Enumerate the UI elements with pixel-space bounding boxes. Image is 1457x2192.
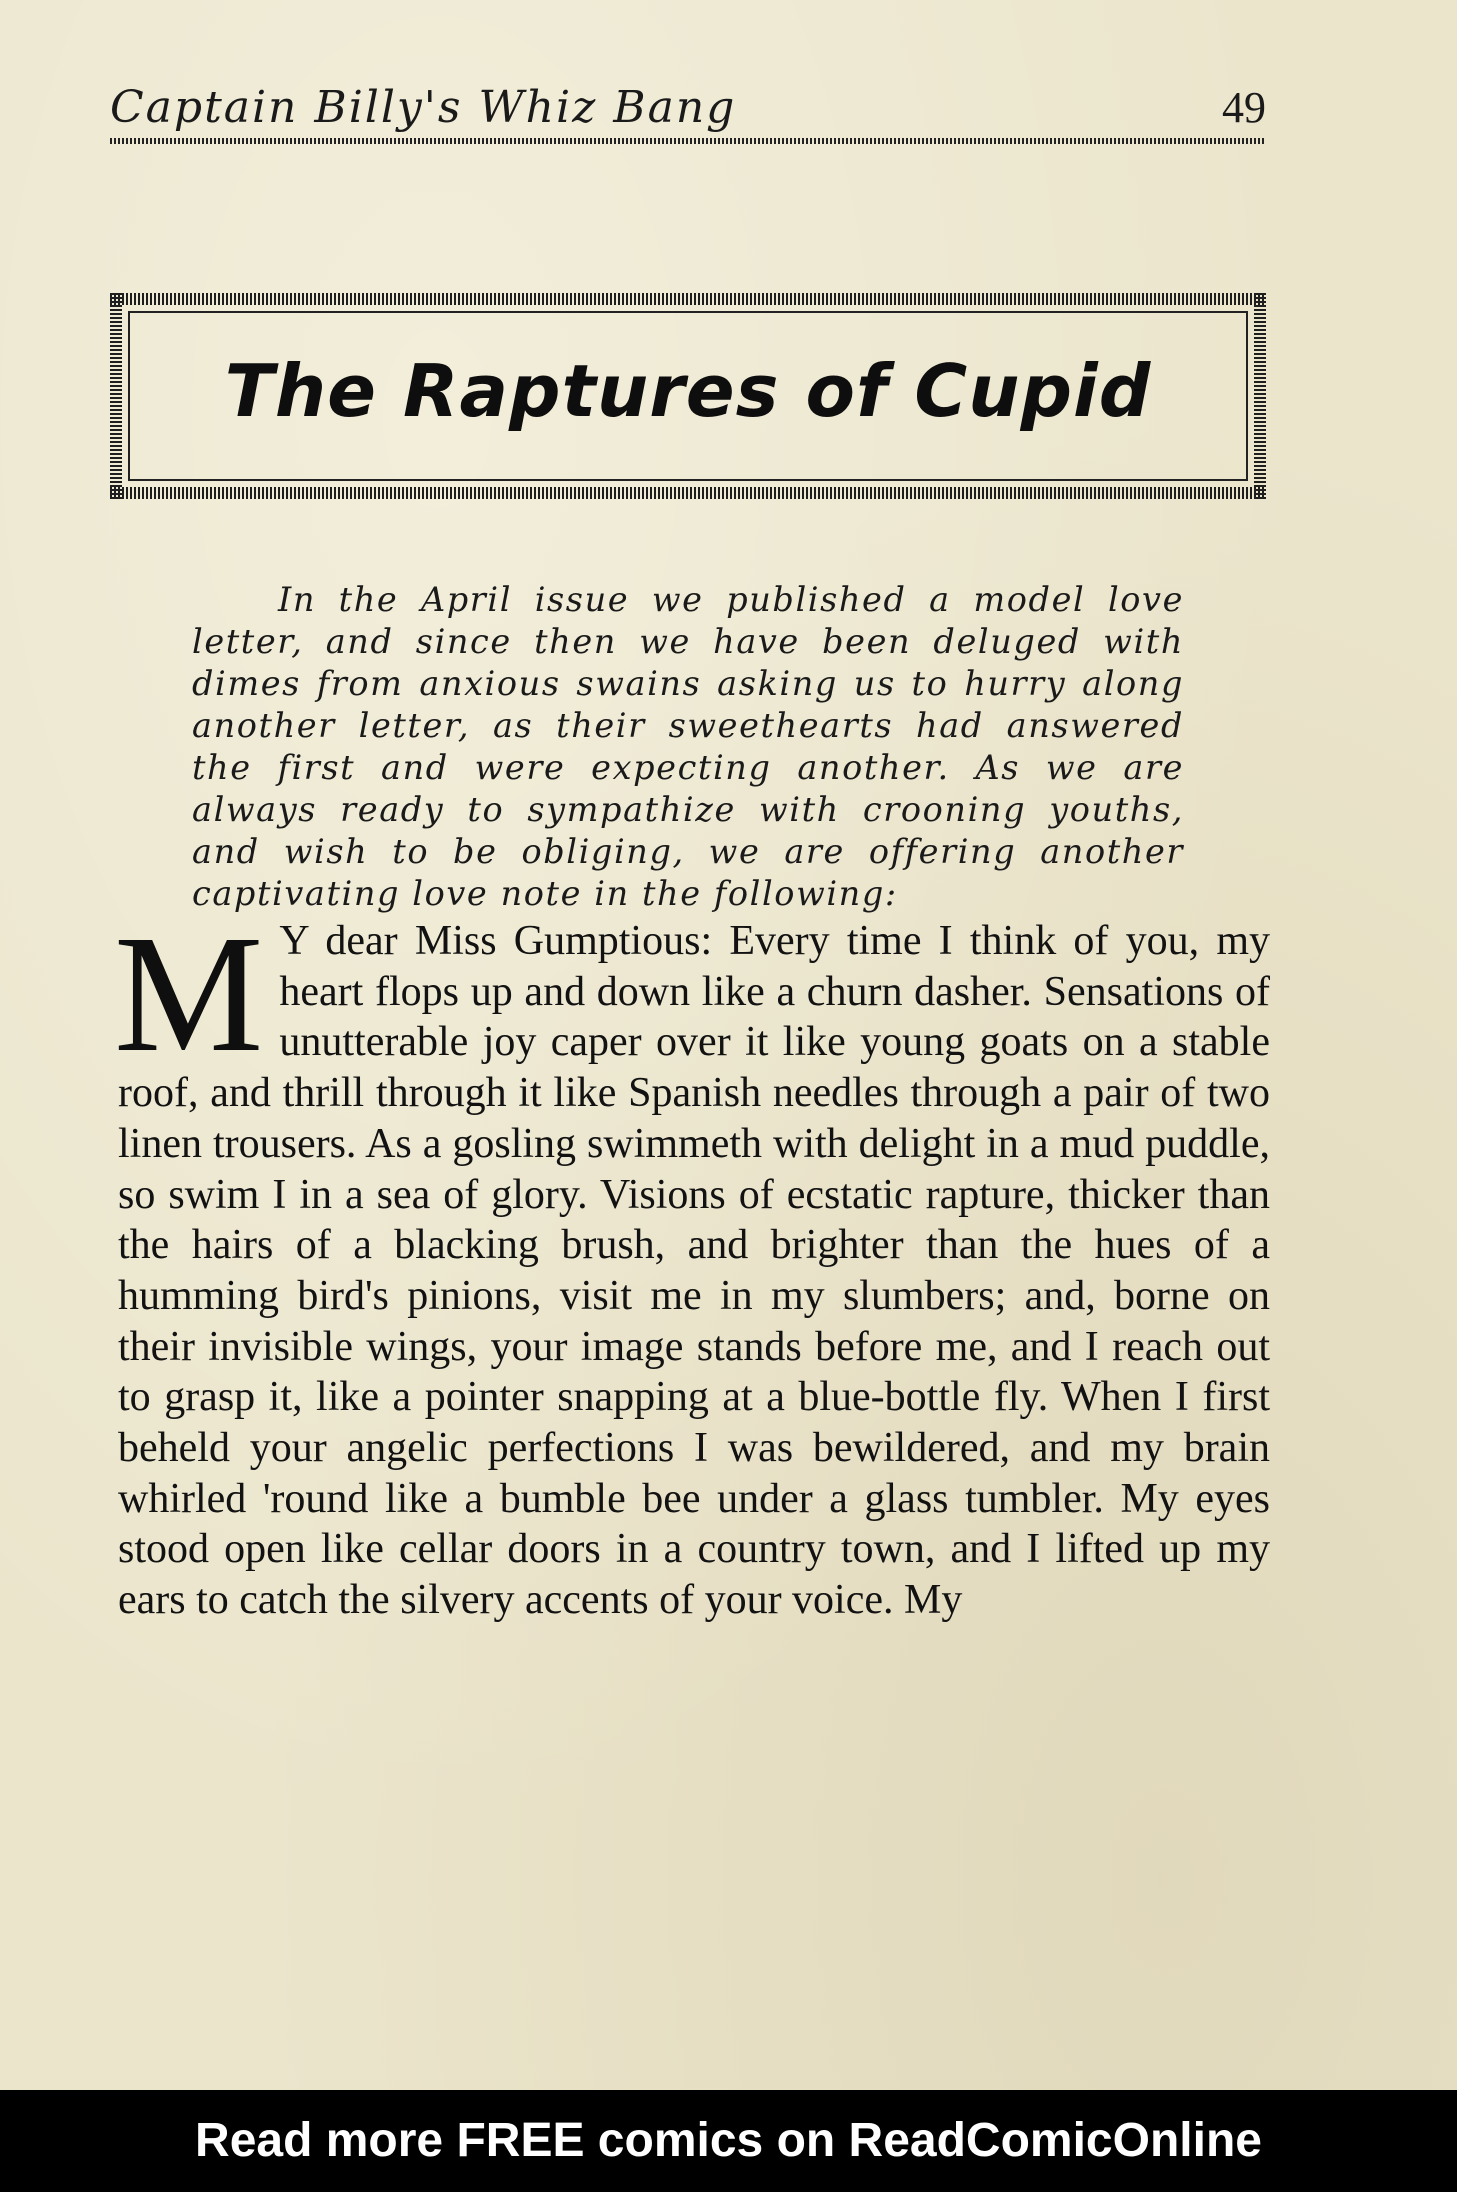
intro-paragraph: In the April issue we published a model love letter, and since then we have been deluged with dimes from anxious swains asking us to hurry along another letter, as their sweethearts had answered the first and were expecting another. As we are always ready to sympathize with crooning youths, and wish to be obliging, we are offering another captivating love note in the following: <box>192 579 1184 913</box>
promo-banner[interactable]: Read more FREE comics on ReadComicOnline <box>0 2090 1457 2192</box>
page-number: 49 <box>1222 83 1266 132</box>
title-box-border-top <box>110 293 1266 305</box>
header-rule <box>110 138 1266 144</box>
article-title: The Raptures of Cupid <box>224 349 1152 433</box>
title-box <box>110 293 1266 499</box>
letter-body <box>114 901 1270 1626</box>
running-header <box>110 82 1266 138</box>
running-title: Captain Billy's Whiz Bang <box>110 82 737 133</box>
drop-cap: M <box>114 901 264 1087</box>
title-box-border-bottom <box>110 487 1266 499</box>
letter-body-text: Y dear Miss Gumptious: Every time I think of you, my heart flops up and down like a churn dasher. Sensations of unutterable joy caper over it like young goats on a stable roof, and thrill through it like Spanish needles through a pair of two linen trousers. As a gosling swimmeth with delight in a mud puddle, so swim I in a sea of glory. Visions of ecstatic rapture, thicker than the hairs of a blacking brush, and brighter than the hues of a humming bird's pinions, visit me in my slumbers; and, borne on their invisible wings, your image stands before me, and I reach out to grasp it, like a pointer snapping at a blue-bottle fly. When I first beheld your angelic perfections I was bewildered, and my brain whirled 'round like a bumble bee under a glass tumbler. My eyes stood open like cellar doors in a country town, and I lifted up my ears to catch the silvery accents of your voice. My <box>118 918 1270 1624</box>
